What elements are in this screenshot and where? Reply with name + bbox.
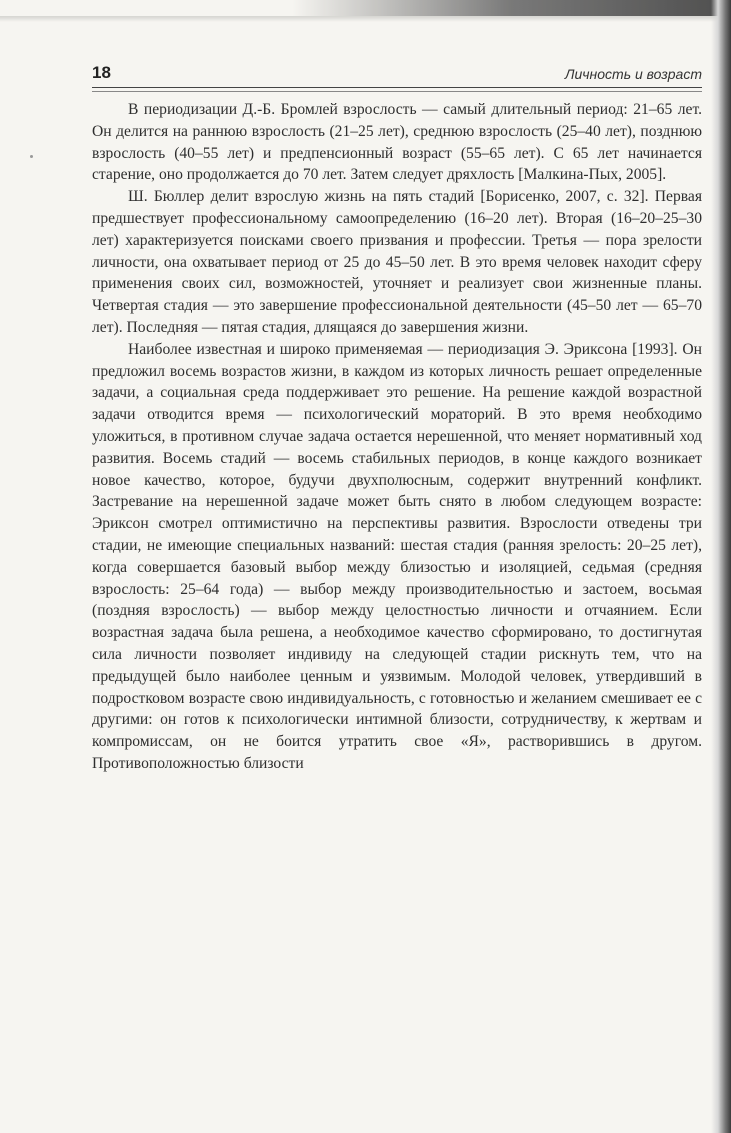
body-text: [92, 99, 702, 775]
scan-speck: [30, 155, 33, 158]
header-rule: [92, 87, 702, 88]
page-header: [92, 62, 702, 86]
header-rule-secondary: [92, 91, 702, 92]
running-title: Личность и возраст: [564, 66, 702, 82]
page-number: 18: [92, 63, 111, 82]
paragraph-bromley: В периодизации Д.-Б. Бромлей взрослость — самый длительный период: 21–65 лет. Он делится на раннюю взрослость (21–25 лет), среднюю взрослость (25–40 лет), позднюю взрослость (40–55 лет) и предпенсионный возраст (55–65 лет). С 65 лет начинается старение, оно продолжается до 70 лет. Затем следует дряхлость [Малкина-Пых, 2005].: [92, 101, 702, 184]
paragraph-erikson: Наиболее известная и широко применяемая — периодизация Э. Эриксона [1993]. Он предложил восемь возрастов жизни, в каждом из которых личность решает определенные задачи, а социальная среда поддерживает это решение. На решение каждой возрастной задачи отводится время — психологический мораторий. В это время необходимо уложиться, в противном случае задача остается нерешенной, что меняет нормативный ход развития. Восемь стадий — восемь стабильных периодов, в конце каждого возникает новое качество, которое, будучи двухполюсным, содержит внутренний конфликт. Застревание на нерешенной задаче может быть снято в любом следующем возрасте: Эриксон смотрел оптимистично на перспективы развития. Взрослости отведены три стадии, не имеющие специальных названий: шестая стадия (ранняя зрелость: 20–25 лет), когда совершается базовый выбор между близостью и изоляцией, седьмая (средняя взрослость: 25–64 года) — выбор между производительностью и застоем, восьмая (поздняя взрослость) — выбор между целостностью личности и отчаянием. Если возрастная задача была решена, а необходимое качество сформировано, то достигнутая сила личности позволяет индивиду на следующей стадии рискнуть тем, что на предыдущей было наиболее ценным и уязвимым. Молодой человек, утвердивший в подростковом возрасте свою индивидуальность, с готовностью и желанием смешивает ее с другими: он готов к психологически интимной близости, сотрудничеству, к жертвам и компромиссам, он не боится утратить свое «Я», растворившись в другом. Противоположностью близости: [92, 340, 702, 772]
scan-top-shadow: [0, 0, 731, 16]
paragraph-buhler: Ш. Бюллер делит взрослую жизнь на пять стадий [Борисенко, 2007, с. 32]. Первая предшествует профессиональному самоопределению (16–20 лет). Вторая (16–20–25–30 лет) характеризуется поисками своего призвания и профессии. Третья — пора зрелости личности, она охватывает период от 25 до 45–50 лет. В это время человек находит сферу применения своих сил, возможностей, уточняет и реализует свои жизненные планы. Четвертая стадия — это завершение профессиональной деятельности (45–50 лет — 65–70 лет). Последняя — пятая стадия, длящаяся до завершения жизни.: [92, 188, 702, 336]
book-spine-shadow: [711, 0, 731, 1133]
